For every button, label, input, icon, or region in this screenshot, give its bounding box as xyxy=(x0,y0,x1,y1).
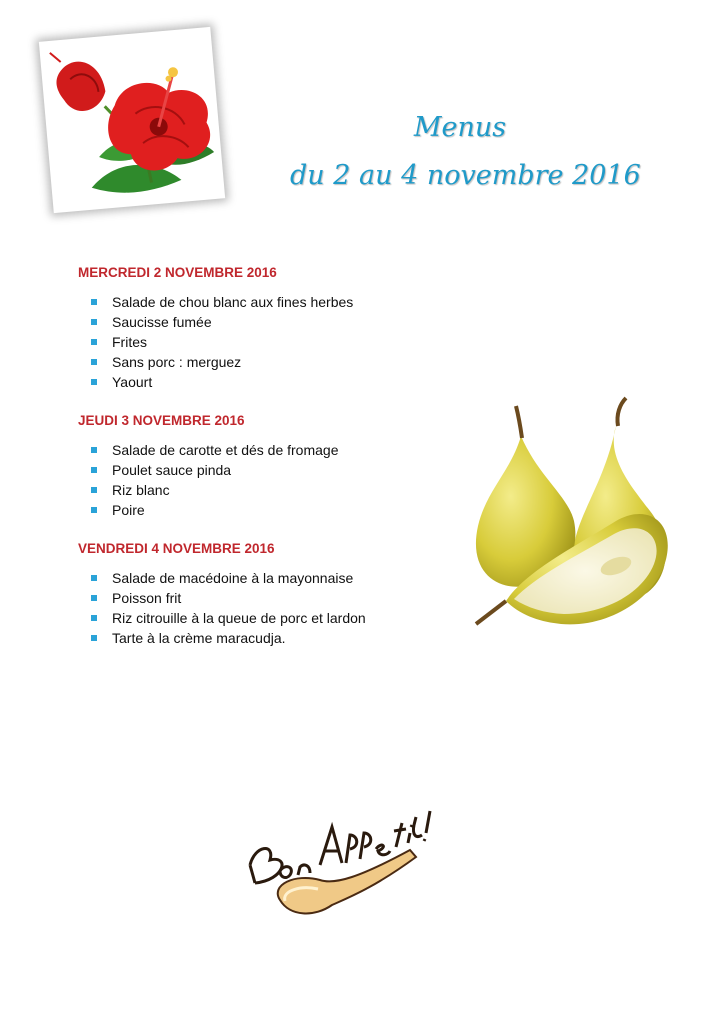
dish-item: Salade de carotte et dés de fromage xyxy=(78,440,458,460)
dish-item: Tarte à la crème maracudja. xyxy=(78,628,458,648)
day-section xyxy=(78,264,458,392)
title-line-menus: Menus xyxy=(413,112,507,143)
day-heading: MERCREDI 2 NOVEMBRE 2016 xyxy=(78,265,277,280)
dish-item: Poire xyxy=(78,500,458,520)
dish-item: Sans porc : merguez xyxy=(78,352,458,372)
dish-item: Salade de chou blanc aux fines herbes xyxy=(78,292,458,312)
day-section xyxy=(78,412,458,520)
menu-list xyxy=(78,264,458,668)
hibiscus-photo xyxy=(39,27,225,213)
dish-item: Saucisse fumée xyxy=(78,312,458,332)
dish-item: Yaourt xyxy=(78,372,458,392)
bon-appetit-logo xyxy=(240,805,440,945)
title-line-dates: du 2 au 4 novembre 2016 xyxy=(290,160,641,191)
dish-list xyxy=(78,292,458,392)
pears-icon xyxy=(466,396,676,636)
dish-item: Riz blanc xyxy=(78,480,458,500)
dish-item: Frites xyxy=(78,332,458,352)
dish-item: Poisson frit xyxy=(78,588,458,608)
page-title xyxy=(290,104,641,200)
day-section xyxy=(78,540,458,648)
dish-item: Salade de macédoine à la mayonnaise xyxy=(78,568,458,588)
dish-item: Poulet sauce pinda xyxy=(78,460,458,480)
dish-list xyxy=(78,440,458,520)
dish-item: Riz citrouille à la queue de porc et lardon xyxy=(78,608,458,628)
day-heading: JEUDI 3 NOVEMBRE 2016 xyxy=(78,413,245,428)
dish-list xyxy=(78,568,458,648)
day-heading: VENDREDI 4 NOVEMBRE 2016 xyxy=(78,541,275,556)
hibiscus-flower-icon xyxy=(39,27,225,213)
